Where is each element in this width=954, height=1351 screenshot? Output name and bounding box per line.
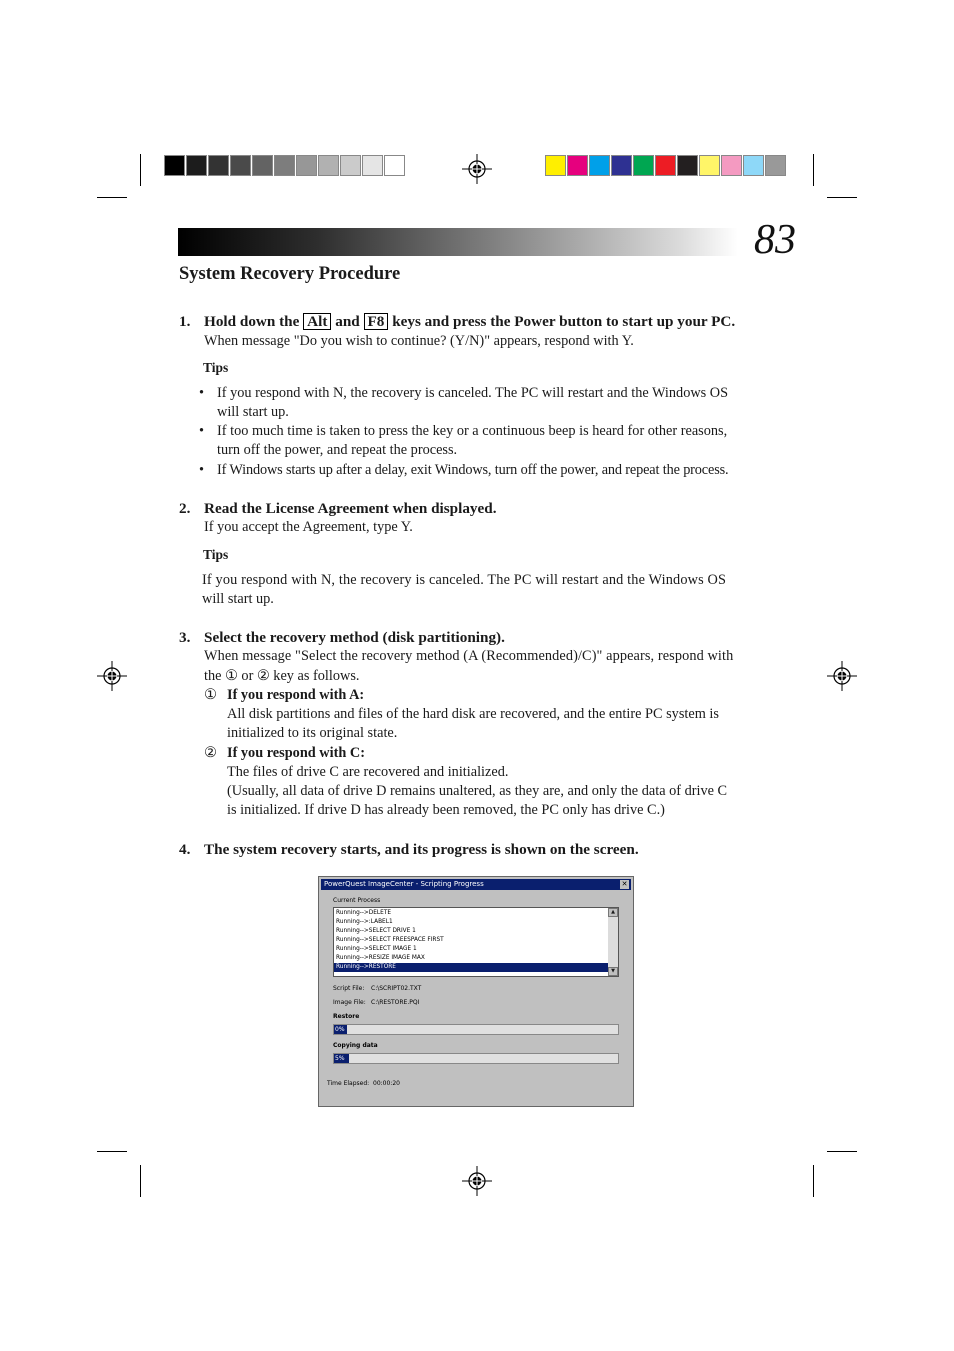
- step-3-title: Select the recovery method (disk partitioning).: [204, 629, 505, 646]
- list-item[interactable]: Running-->:LABEL1: [336, 919, 393, 925]
- option-2-text: (Usually, all data of drive D remains unaltered, as they are, and only the data of drive C: [227, 783, 728, 799]
- step-3-description: When message "Select the recovery method (A (Recommended)/C)" appears, respond with: [204, 648, 734, 664]
- gray-swatch: [274, 155, 295, 176]
- crop-mark: [140, 154, 141, 186]
- option-1-marker: ①: [204, 687, 217, 703]
- registration-mark-icon: [827, 661, 857, 691]
- tip-text: will start up.: [202, 591, 274, 607]
- tip-text: If you respond with N, the recovery is canceled. The PC will restart and the Windows OS: [217, 385, 729, 401]
- registration-mark-icon: [462, 1166, 492, 1196]
- color-swatch: [545, 155, 566, 176]
- close-icon[interactable]: ✕: [621, 880, 628, 888]
- time-elapsed-value: 00:00:20: [373, 1080, 400, 1087]
- restore-progress-bar: [333, 1024, 619, 1035]
- list-scrollbar[interactable]: [608, 908, 618, 976]
- gray-swatch: [318, 155, 339, 176]
- gray-swatch: [362, 155, 383, 176]
- color-swatch: [589, 155, 610, 176]
- tip-text: If too much time is taken to press the key or a continuous beep is heard for other reasons,: [217, 423, 728, 439]
- step-1-description: When message "Do you wish to continue? (Y/N)" appears, respond with Y.: [204, 333, 634, 349]
- scroll-down-icon[interactable]: ▼: [608, 967, 618, 976]
- crop-mark: [97, 197, 127, 198]
- crop-mark: [827, 1151, 857, 1152]
- header-gradient-bar: [178, 228, 738, 256]
- color-swatch: [567, 155, 588, 176]
- list-item-selected[interactable]: Running-->RESTORE: [334, 963, 608, 972]
- time-elapsed-label: Time Elapsed:: [327, 1080, 370, 1087]
- crop-mark: [827, 197, 857, 198]
- gray-swatch: [208, 155, 229, 176]
- restore-label: Restore: [333, 1013, 360, 1020]
- grayscale-color-bar: [164, 155, 406, 176]
- color-swatch: [699, 155, 720, 176]
- step-3-number: 3.: [179, 629, 191, 646]
- step-2-number: 2.: [179, 500, 191, 517]
- bullet-icon: •: [199, 385, 205, 401]
- section-title: System Recovery Procedure: [179, 264, 401, 284]
- step-1-title-mid: and: [335, 313, 360, 330]
- step-1-tips-label: Tips: [203, 360, 229, 375]
- restore-progress-fill: 0%: [334, 1025, 347, 1034]
- copying-progress-bar: [333, 1053, 619, 1064]
- scroll-up-icon[interactable]: ▲: [608, 908, 618, 917]
- step-1-title-post: keys and press the Power button to start up your PC.: [392, 313, 736, 330]
- bullet-icon: •: [199, 423, 205, 439]
- color-swatch: [677, 155, 698, 176]
- crop-mark: [140, 1165, 141, 1197]
- color-swatch: [721, 155, 742, 176]
- step-1-title: [204, 312, 735, 331]
- option-2-marker: ②: [204, 745, 217, 761]
- current-process-label: Current Process: [333, 897, 381, 904]
- image-file-label: Image File:: [333, 999, 366, 1006]
- gray-swatch: [340, 155, 361, 176]
- scripting-progress-window: [318, 876, 634, 1107]
- image-file-value: C:\RESTORE.PQI: [371, 999, 420, 1006]
- f8-key: F8: [364, 313, 389, 330]
- script-file-value: C:\SCRIPT02.TXT: [371, 985, 422, 992]
- step-4-number: 4.: [179, 841, 191, 858]
- tip-text: turn off the power, and repeat the process.: [217, 442, 458, 458]
- process-color-bar: [545, 155, 787, 176]
- color-swatch: [743, 155, 764, 176]
- option-2-text: The files of drive C are recovered and initialized.: [227, 764, 509, 780]
- option-1-text: initialized to its original state.: [227, 725, 398, 741]
- gray-swatch: [186, 155, 207, 176]
- list-item[interactable]: Running-->SELECT FREESPACE FIRST: [336, 937, 444, 943]
- gray-swatch: [164, 155, 185, 176]
- gray-swatch: [230, 155, 251, 176]
- gray-swatch: [384, 155, 405, 176]
- step-1-title-pre: Hold down the: [204, 313, 300, 330]
- alt-key: Alt: [303, 313, 331, 330]
- bullet-icon: •: [199, 462, 205, 478]
- color-swatch: [633, 155, 654, 176]
- option-2-text: is initialized. If drive D has already been removed, the PC only has drive C.): [227, 802, 665, 818]
- step-2-tips-label: Tips: [203, 547, 229, 562]
- step-4-title: The system recovery starts, and its progress is shown on the screen.: [204, 841, 639, 858]
- crop-mark: [813, 154, 814, 186]
- page-number: 83: [754, 217, 796, 263]
- tip-text: will start up.: [217, 404, 289, 420]
- list-item[interactable]: Running-->SELECT IMAGE 1: [336, 946, 417, 952]
- color-swatch: [655, 155, 676, 176]
- script-file-label: Script File:: [333, 985, 365, 992]
- process-list[interactable]: [333, 907, 619, 977]
- tip-text: If you respond with N, the recovery is canceled. The PC will restart and the Windows OS: [202, 572, 727, 588]
- color-swatch: [765, 155, 786, 176]
- gray-swatch: [252, 155, 273, 176]
- list-item[interactable]: Running-->SELECT DRIVE 1: [336, 928, 416, 934]
- color-swatch: [611, 155, 632, 176]
- window-title-bar: [321, 879, 631, 890]
- copying-data-label: Copying data: [333, 1042, 378, 1049]
- window-title: PowerQuest ImageCenter - Scripting Progress: [324, 880, 484, 888]
- list-item[interactable]: Running-->DELETE: [336, 910, 392, 916]
- step-1-number: 1.: [179, 313, 191, 330]
- copying-progress-fill: 5%: [334, 1054, 349, 1063]
- option-1-title: If you respond with A:: [227, 687, 365, 703]
- step-2-title: Read the License Agreement when displayed.: [204, 500, 497, 517]
- gray-swatch: [296, 155, 317, 176]
- option-1-text: All disk partitions and files of the hard disk are recovered, and the entire PC system is: [227, 706, 719, 722]
- tip-text: If Windows starts up after a delay, exit Windows, turn off the power, and repeat the process.: [217, 462, 729, 478]
- crop-mark: [97, 1151, 127, 1152]
- step-2-description: If you accept the Agreement, type Y.: [204, 519, 413, 535]
- registration-mark-icon: [97, 661, 127, 691]
- option-2-title: If you respond with C:: [227, 745, 365, 761]
- step-3-description: the ① or ② key as follows.: [204, 668, 360, 684]
- registration-mark-icon: [462, 154, 492, 184]
- crop-mark: [813, 1165, 814, 1197]
- list-item[interactable]: Running-->RESIZE IMAGE MAX: [336, 955, 425, 961]
